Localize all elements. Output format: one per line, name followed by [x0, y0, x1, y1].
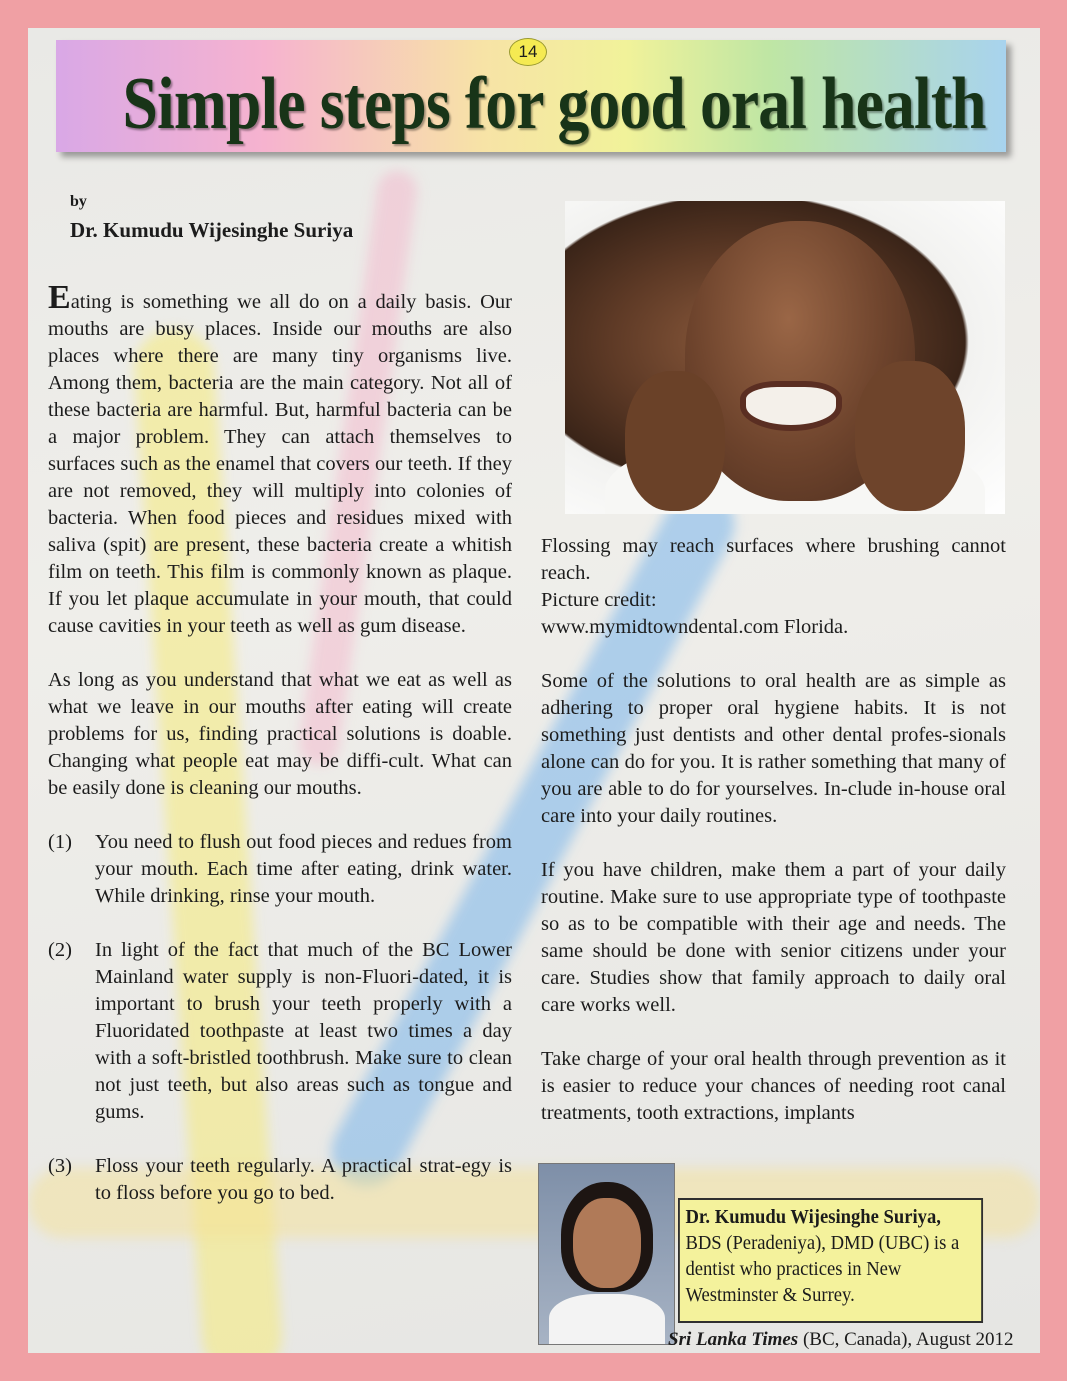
step-number: (1) [48, 831, 72, 853]
bio-name: Dr. Kumudu Wijesinghe Suriya, [685, 1206, 941, 1228]
paragraph: Take charge of your oral health through prevention as it is easier to reduce your chances of needing root canal treatments, tooth extractions, implants [541, 1048, 1006, 1124]
intro-paragraph [48, 279, 512, 640]
step-text: Floss your teeth regularly. A practical strat-egy is to floss before you go to bed. [95, 1155, 512, 1204]
publication-source [668, 1329, 1014, 1351]
caption-text: Flossing may reach surfaces where brushing cannot reach. [541, 535, 1006, 584]
title-banner [56, 40, 1006, 152]
step-number: (2) [48, 939, 72, 961]
step-number: (3) [48, 1155, 72, 1177]
list-item [48, 829, 512, 910]
left-column [48, 279, 512, 1234]
paragraph: If you have children, make them a part of your daily routine. Make sure to use appropriate type of toothpaste so as to be compatible with their age and needs. The same should be done with senior citizens under your care. Studies show that family approach to daily oral care works well. [541, 859, 1006, 1016]
paragraph: As long as you understand that what we eat as well as what we leave in our mouths after eating will create problems for us, finding practical solutions is doable. Changing what people eat may be diffi-cult. What can be easily done is cleaning our mouths. [48, 669, 512, 799]
step-text: You need to flush out food pieces and redues from your mouth. Each time after eating, drink water. While drinking, rinse your mouth. [95, 831, 512, 907]
step-text: In light of the fact that much of the BC Lower Mainland water supply is non-Fluori-dated, it is important to brush your teeth properly with a Fluoridated toothpaste at least two times a day with a soft-bristled toothbrush. Make sure to clean not just teeth, but also areas such as tongue and gums. [95, 939, 512, 1123]
publication-details: (BC, Canada), August 2012 [798, 1329, 1014, 1350]
right-column [541, 533, 1006, 1154]
list-item [48, 937, 512, 1126]
author-photo [538, 1163, 675, 1345]
list-item [48, 1153, 512, 1207]
flossing-photo [565, 201, 1005, 514]
drop-cap: E [48, 279, 71, 316]
byline-author: Dr. Kumudu Wijesinghe Suriya [70, 218, 354, 242]
caption-credit-label: Picture credit: [541, 589, 657, 611]
paragraph: Some of the solutions to oral health are as simple as adhering to proper oral hygiene habits. It is not something just dentists and other dental profes-sionals alone can do for you. It is rather something that many of you are able to do for yourselves. In-clude in-house oral care into your daily routines. [541, 670, 1006, 827]
bio-details: BDS (Peradeniya), DMD (UBC) is a dentist who practices in New Westminster & Surrey. [685, 1232, 960, 1306]
caption-credit-source: www.mymidtowndental.com Florida. [541, 616, 849, 638]
author-bio-box [678, 1198, 983, 1323]
byline-prefix: by [70, 193, 87, 210]
page-title: Simple steps for good oral health [122, 63, 986, 145]
photo-caption [541, 533, 1006, 641]
publication-name: Sri Lanka Times [668, 1329, 799, 1350]
intro-text: ating is something we all do on a daily basis. Our mouths are busy places. Inside our mouths are also places where there are many tiny organisms live. Among them, bacteria are the main category. Not all of these bacteria are harmful. But, harmful bacteria can be a major problem. They can attach themselves to surfaces such as the enamel that covers our teeth. If they are not removed, they will multiply into colonies of bacteria. When food pieces and residues mixed with saliva (spit) are present, these bacteria create a whitish film on teeth. This film is commonly known as plaque. If you let plaque accumulate in your mouth, that could cause cavities in your teeth as well as gum disease. [48, 291, 512, 637]
page-number: 14 [509, 38, 547, 66]
article-page [28, 28, 1040, 1353]
